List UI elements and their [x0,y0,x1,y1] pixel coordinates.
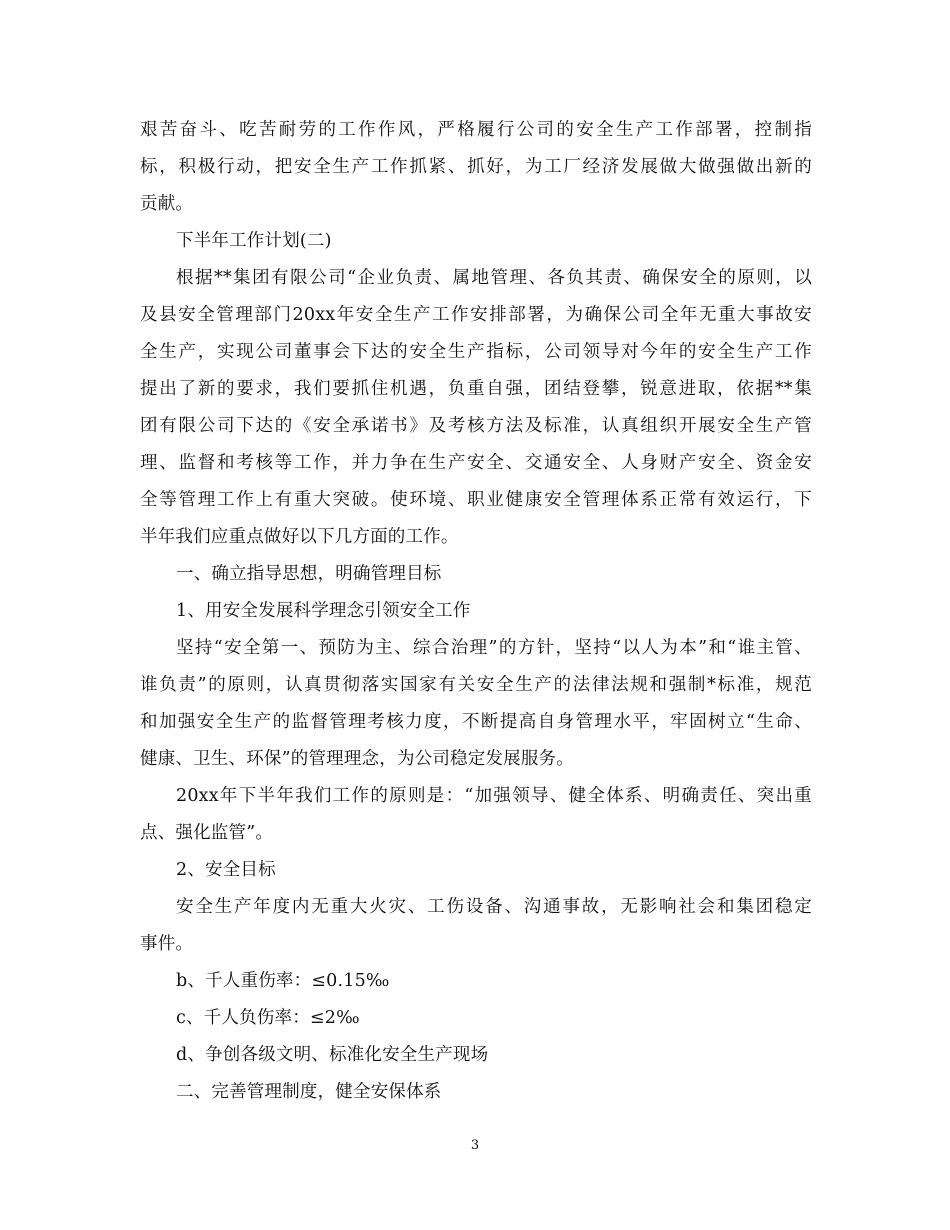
text-line: 半年我们应重点做好以下几方面的工作。 [140,527,459,547]
text-line: 全等管理工作上有重大突破。使环境、职业健康安全管理体系正常有效运行，下 [140,490,812,510]
text-line: 贡献。 [140,194,194,214]
text-line: 20xx年下半年我们工作的原则是：“加强领导、健全体系、明确责任、突出重 [176,786,812,806]
text-line: 艰苦奋斗、吃苦耐劳的工作作风，严格履行公司的安全生产工作部署，控制指 [140,120,812,140]
text-line: 事件。 [140,934,194,954]
text-line: 标，积极行动，把安全生产工作抓紧、抓好，为工厂经济发展做大做强做出新的 [140,157,812,177]
text-line: 团有限公司下达的《安全承诺书》及考核方法及标准，认真组织开展安全生产管 [140,416,812,436]
text-line: 1、用安全发展科学理念引领安全工作 [176,601,471,621]
text-line: b、千人重伤率：≤0.15‰ [176,971,390,991]
text-line: 及县安全管理部门20xx年安全生产工作安排部署，为确保公司全年无重大事故安 [140,305,812,325]
text-line: 坚持“安全第一、预防为主、综合治理”的方针，坚持“以人为本”和“谁主管、 [176,638,812,658]
text-line: 一、确立指导思想，明确管理目标 [176,564,442,584]
text-line: c、千人负伤率：≤2‰ [176,1008,360,1028]
text-line: 点、强化监管”。 [140,823,274,843]
text-line: 根据**集团有限公司“企业负责、属地管理、各负其责、确保安全的原则，以 [176,268,812,288]
text-line: 健康、卫生、环保”的管理理念，为公司稳定发展服务。 [140,749,574,769]
text-line: 提出了新的要求，我们要抓住机遇，负重自强，团结登攀，锐意进取，依据**集 [140,379,812,399]
text-line: 二、完善管理制度，健全安保体系 [176,1082,442,1102]
text-line: 下半年工作计划(二) [176,231,332,251]
text-line: d、争创各级文明、标准化安全生产现场 [176,1045,489,1065]
document-body [140,112,812,1111]
text-line: 谁负责”的原则，认真贯彻落实国家有关安全生产的法律法规和强制*标准，规范 [140,675,812,695]
text-line: 全生产，实现公司董事会下达的安全生产指标，公司领导对今年的安全生产工作 [140,342,812,362]
page-number: 3 [470,1138,480,1153]
text-line: 和加强安全生产的监督管理考核力度，不断提高自身管理水平，牢固树立“生命、 [140,712,812,732]
text-line: 2、安全目标 [176,860,276,880]
text-line: 安全生产年度内无重大火灾、工伤设备、沟通事故，无影响社会和集团稳定 [176,897,812,917]
text-line: 理、监督和考核等工作，并力争在生产安全、交通安全、人身财产安全、资金安 [140,453,812,473]
